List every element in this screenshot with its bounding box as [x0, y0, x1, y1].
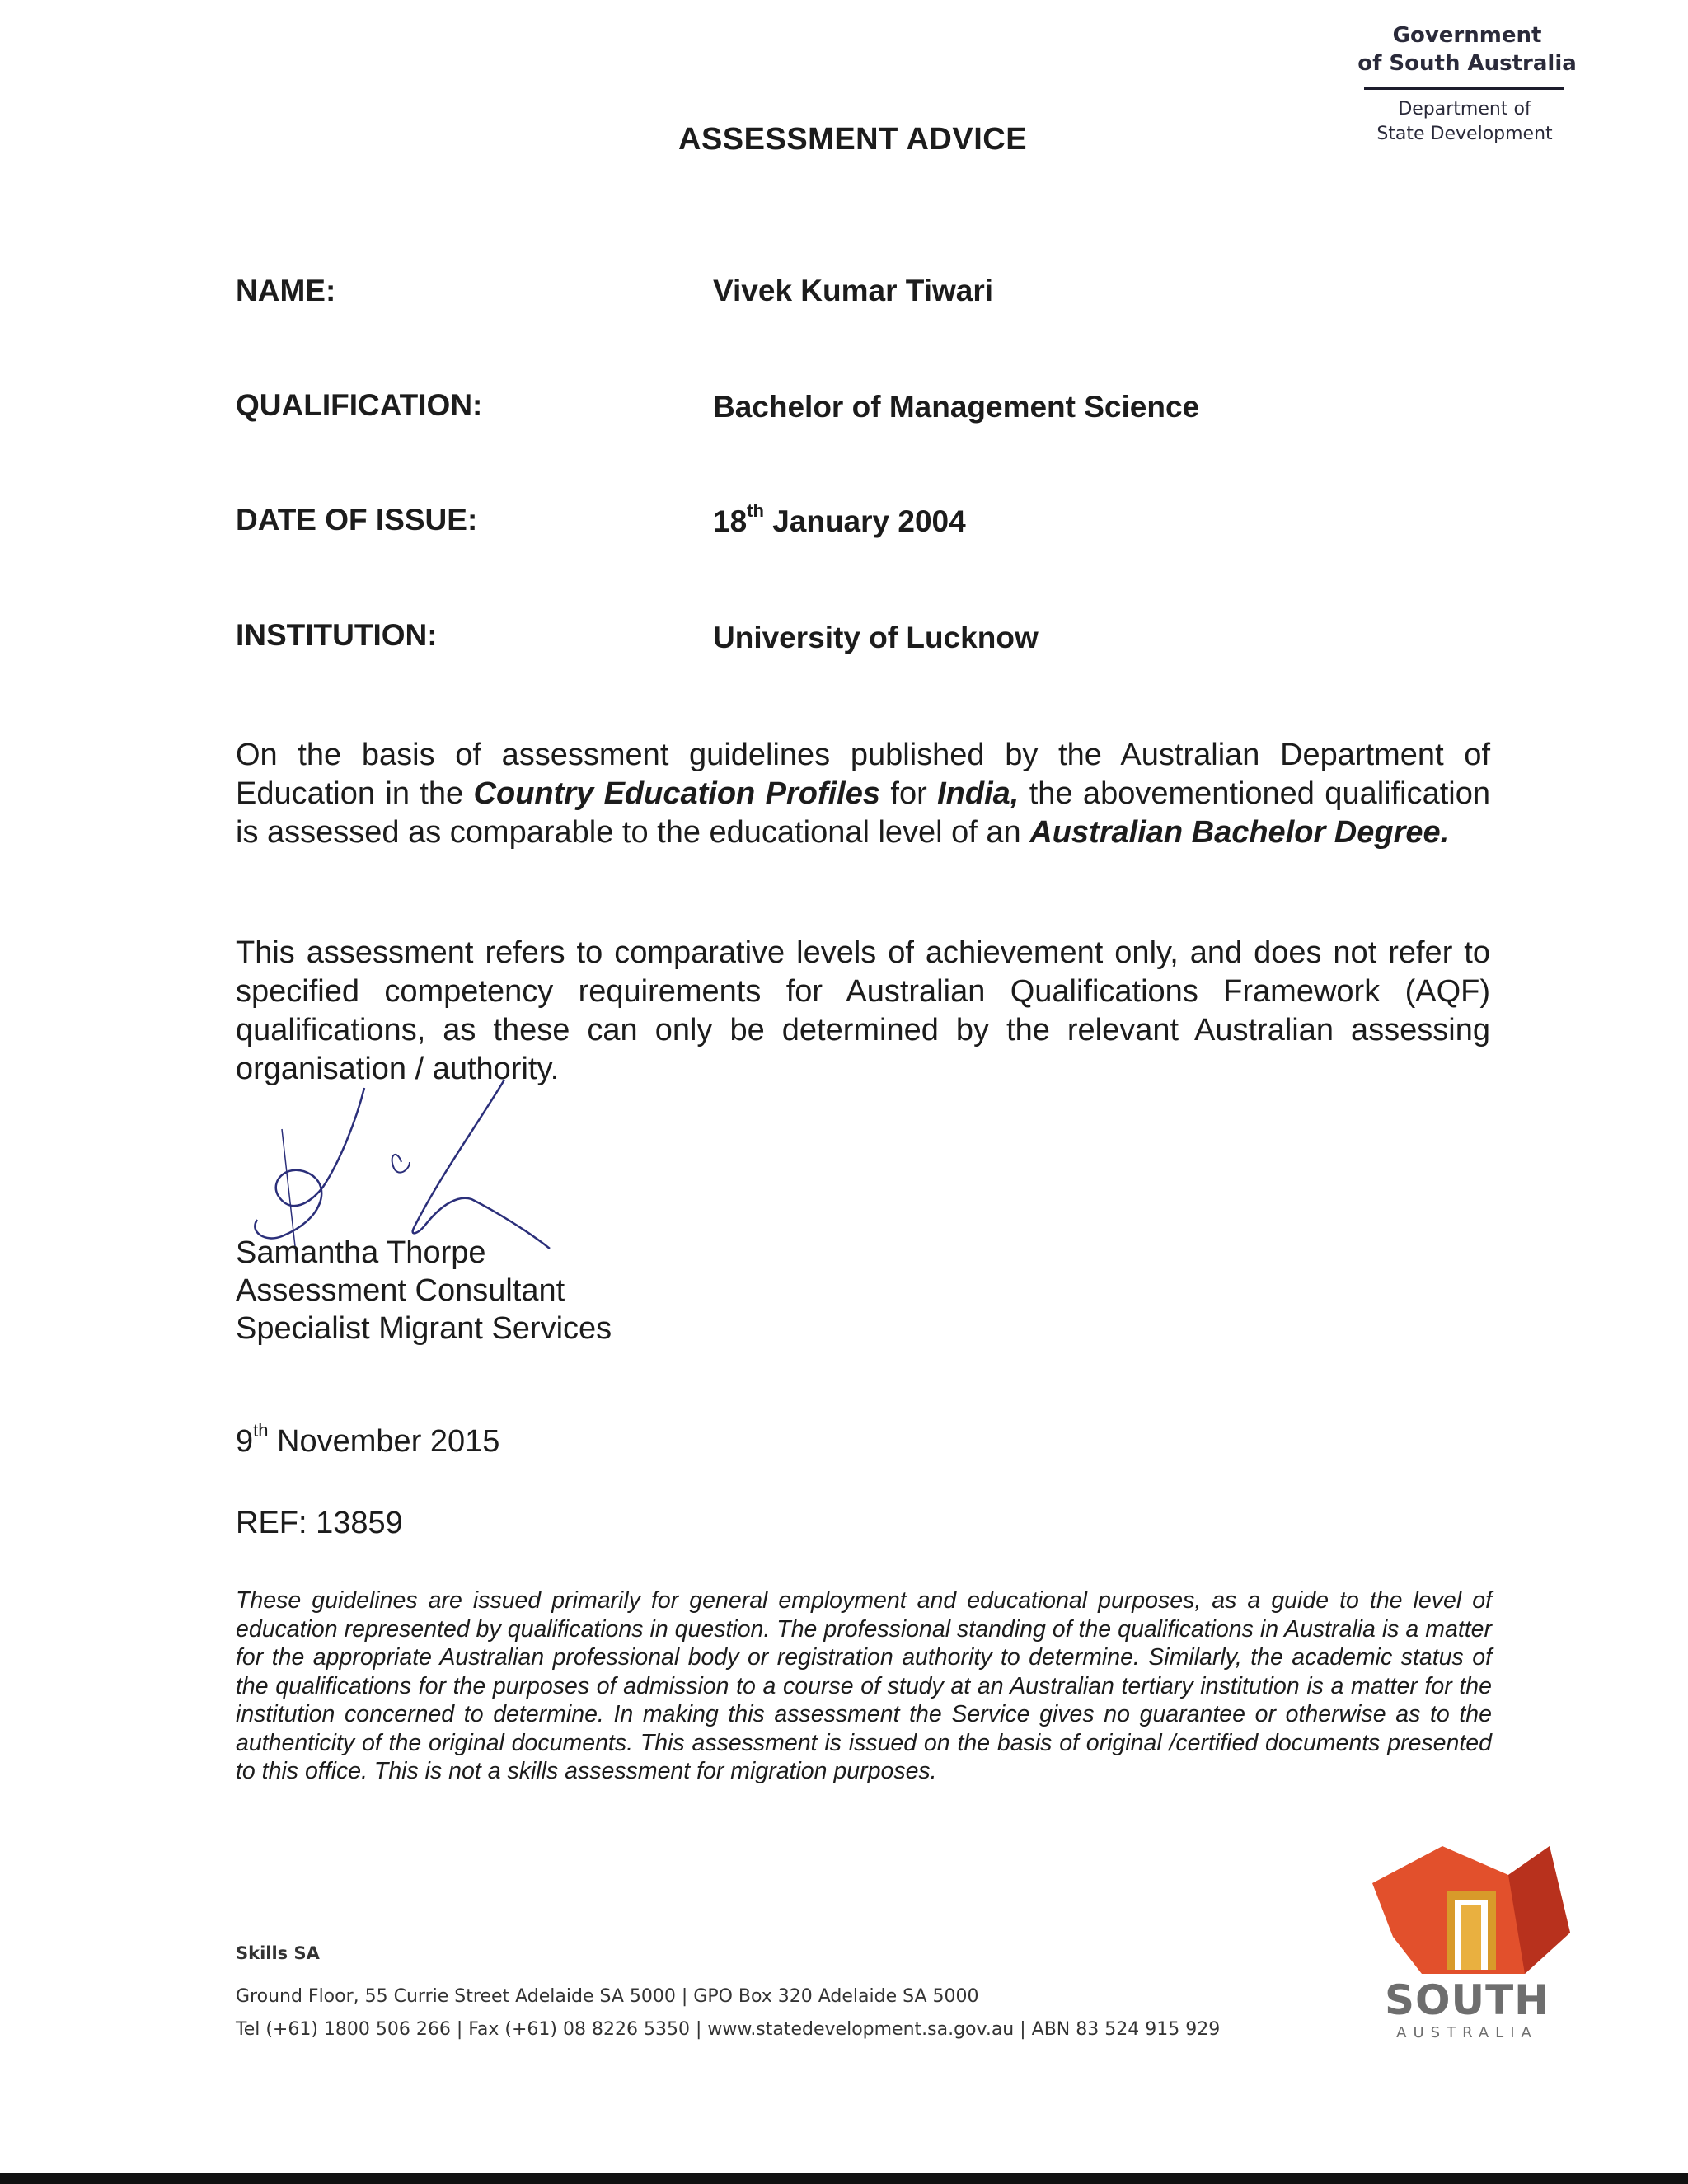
department-name-line1: Department of — [1398, 99, 1531, 120]
government-name-line2: of South Australia — [1357, 51, 1577, 76]
footer-contact: Tel (+61) 1800 506 266 | Fax (+61) 08 8226 5350 | www.statedevelopment.sa.gov.au | ABN 83 524 915 929 — [236, 2019, 1221, 2040]
date-of-issue-value: 18th January 2004 — [713, 500, 966, 538]
institution-label: INSTITUTION: — [236, 618, 438, 652]
signatory-name: Samantha Thorpe — [236, 1235, 486, 1270]
south-australia-logo-word: SOUTH — [1384, 1976, 1550, 2024]
disclaimer-text: These guidelines are issued primarily for general employment and educational purposes, as a guide to the level of education represented by qualifications in question. The professional standing of the qualifications in Australia is a matter for the appropriate Australian professional body or registration authority to determine. Similarly, the academic status of the qualifications for the purposes of admission to a course of study at an Australian tertiary institution is a matter for the institution concerned to determine. In making this assessment the Service gives no guarantee or otherwise as to the authenticity of the original documents. This assessment is issued on the basis of original /certified documents presented to this office. This is not a skills assessment for migration purposes. — [236, 1587, 1492, 1784]
qualification-value: Bachelor of Management Science — [713, 390, 1200, 424]
signatory-unit: Specialist Migrant Services — [236, 1311, 612, 1346]
assessment-paragraph: On the basis of assessment guidelines published by the Australian Department of Education in the Country Education Profiles for India, the abovementioned qualification is assessed as comparable to the educational level of an Australian Bachelor Degree. — [236, 738, 1490, 850]
date-of-issue-label: DATE OF ISSUE: — [236, 503, 478, 537]
header-divider — [1364, 87, 1564, 90]
scope-paragraph: This assessment refers to comparative levels of achievement only, and does not refer to specified competency requirements for Australian Qualifications Framework (AQF) qualifications, as these can only be determined by the relevant Australian assessing organisation / authority. — [236, 935, 1490, 1086]
scan-bottom-edge — [0, 2173, 1688, 2184]
south-australia-logo-subword: AUSTRALIA — [1396, 2024, 1538, 2041]
government-name-line1: Government — [1392, 23, 1542, 48]
signatory-role: Assessment Consultant — [236, 1273, 565, 1308]
footer-organisation: Skills SA — [236, 1943, 320, 1963]
name-label: NAME: — [236, 274, 336, 307]
government-emblem-icon — [1393, 0, 1451, 10]
name-value: Vivek Kumar Tiwari — [713, 274, 994, 307]
signatory-block — [236, 1234, 612, 1347]
reference-number: REF: 13859 — [236, 1506, 403, 1540]
qualification-label: QUALIFICATION: — [236, 388, 483, 422]
footer-address: Ground Floor, 55 Currie Street Adelaide SA 5000 | GPO Box 320 Adelaide SA 5000 — [236, 1986, 979, 2007]
institution-value: University of Lucknow — [713, 621, 1039, 654]
document-title: ASSESSMENT ADVICE — [678, 122, 1028, 157]
department-name-line2: State Development — [1376, 124, 1553, 144]
letter-date: 9th November 2015 — [236, 1420, 500, 1459]
